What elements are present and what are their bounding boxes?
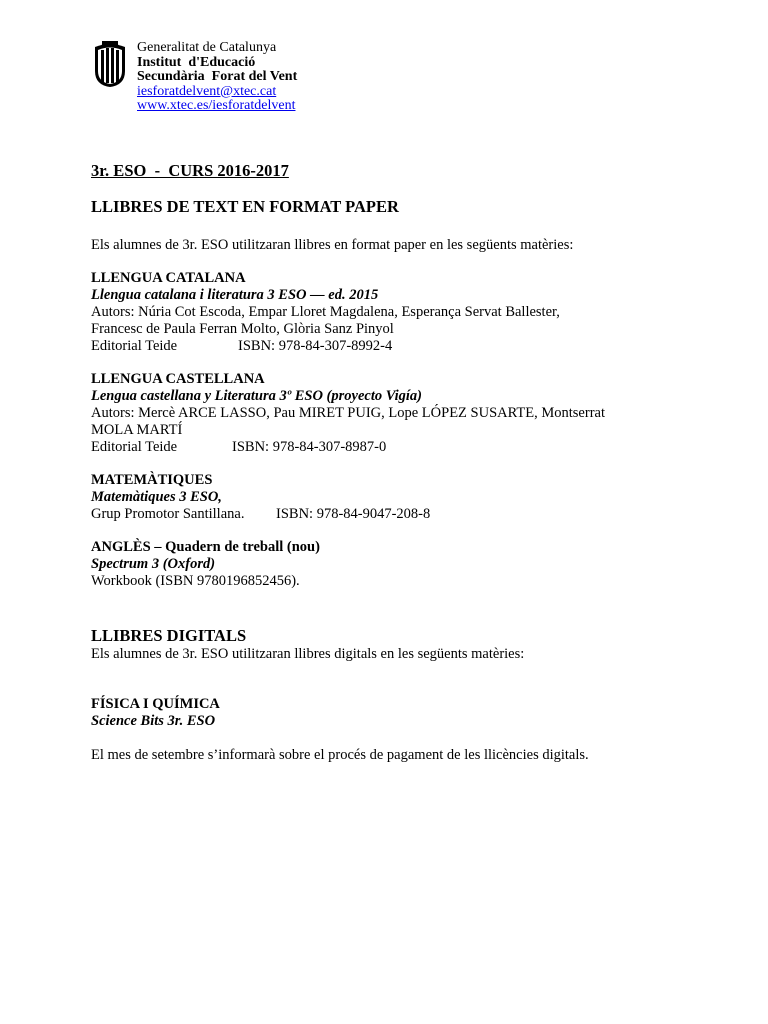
book-title: Matemàtiques 3 ESO, xyxy=(91,489,222,505)
book-isbn: ISBN: 978-84-307-8992-4 xyxy=(238,338,393,354)
book-detail: Workbook (ISBN 9780196852456). xyxy=(91,573,300,589)
book-publisher-line xyxy=(91,338,560,355)
website-link[interactable]: www.xtec.es/iesforatdelvent xyxy=(137,98,296,113)
subject-matematiques xyxy=(91,472,430,523)
book-publisher: Editorial Teide xyxy=(91,338,178,354)
book-title: Lengua castellana y Literatura 3º ESO (proyecto Vigía) xyxy=(91,388,422,404)
book-title: Spectrum 3 (Oxford) xyxy=(91,556,216,572)
payment-note: El mes de setembre s’informarà sobre el procés de pagament de les llicències digitals. xyxy=(91,747,589,763)
book-isbn: ISBN: 978-84-307-8987-0 xyxy=(232,439,387,455)
subject-angles xyxy=(91,539,320,590)
book-title: Llengua catalana i literatura 3 ESO — ed. 2015 xyxy=(91,287,379,303)
book-isbn: ISBN: 978-84-9047-208-8 xyxy=(276,506,431,522)
school-name-line1: Institut d'Educació xyxy=(137,54,256,70)
book-title: Science Bits 3r. ESO xyxy=(91,713,216,729)
school-name-line2: Secundària Forat del Vent xyxy=(137,69,298,84)
subject-name: FÍSICA I QUÍMICA xyxy=(91,696,220,712)
book-authors-cont: MOLA MARTÍ xyxy=(91,422,183,438)
book-publisher-line xyxy=(91,439,605,456)
digital-books-heading: LLIBRES DIGITALS xyxy=(91,626,247,645)
subject-name: MATEMÀTIQUES xyxy=(91,472,213,488)
book-publisher: Editorial Teide xyxy=(91,439,178,455)
book-authors-cont: Francesc de Paula Ferran Molto, Glòria Sanz Pinyol xyxy=(91,321,394,337)
subject-castellana xyxy=(91,371,605,456)
subject-catalan xyxy=(91,270,560,355)
paper-books-heading: LLIBRES DE TEXT EN FORMAT PAPER xyxy=(91,197,399,216)
email-link[interactable]: iesforatdelvent@xtec.cat xyxy=(137,83,277,99)
book-authors: Autors: Núria Cot Escoda, Empar Lloret Magdalena, Esperança Servat Ballester, xyxy=(91,304,560,320)
subject-name: ANGLÈS – Quadern de treball (nou) xyxy=(91,539,320,555)
subject-fisica-quimica xyxy=(91,696,220,730)
book-authors: Autors: Mercè ARCE LASSO, Pau MIRET PUIG, Lope LÓPEZ SUSARTE, Montserrat xyxy=(91,405,605,421)
catalonia-government-logo-icon xyxy=(93,41,127,87)
letterhead xyxy=(137,41,297,114)
subject-name: LLENGUA CATALANA xyxy=(91,270,246,286)
subject-name: LLENGUA CASTELLANA xyxy=(91,371,265,387)
book-publisher: Grup Promotor Santillana. xyxy=(91,506,245,522)
paper-books-intro: Els alumnes de 3r. ESO utilitzaran llibres en format paper en les següents matèries: xyxy=(91,237,574,253)
book-publisher-line xyxy=(91,506,430,523)
digital-books-intro: Els alumnes de 3r. ESO utilitzaran llibres digitals en les següents matèries: xyxy=(91,646,525,662)
course-title: 3r. ESO - CURS 2016-2017 xyxy=(91,161,289,180)
org-name: Generalitat de Catalunya xyxy=(137,40,277,55)
